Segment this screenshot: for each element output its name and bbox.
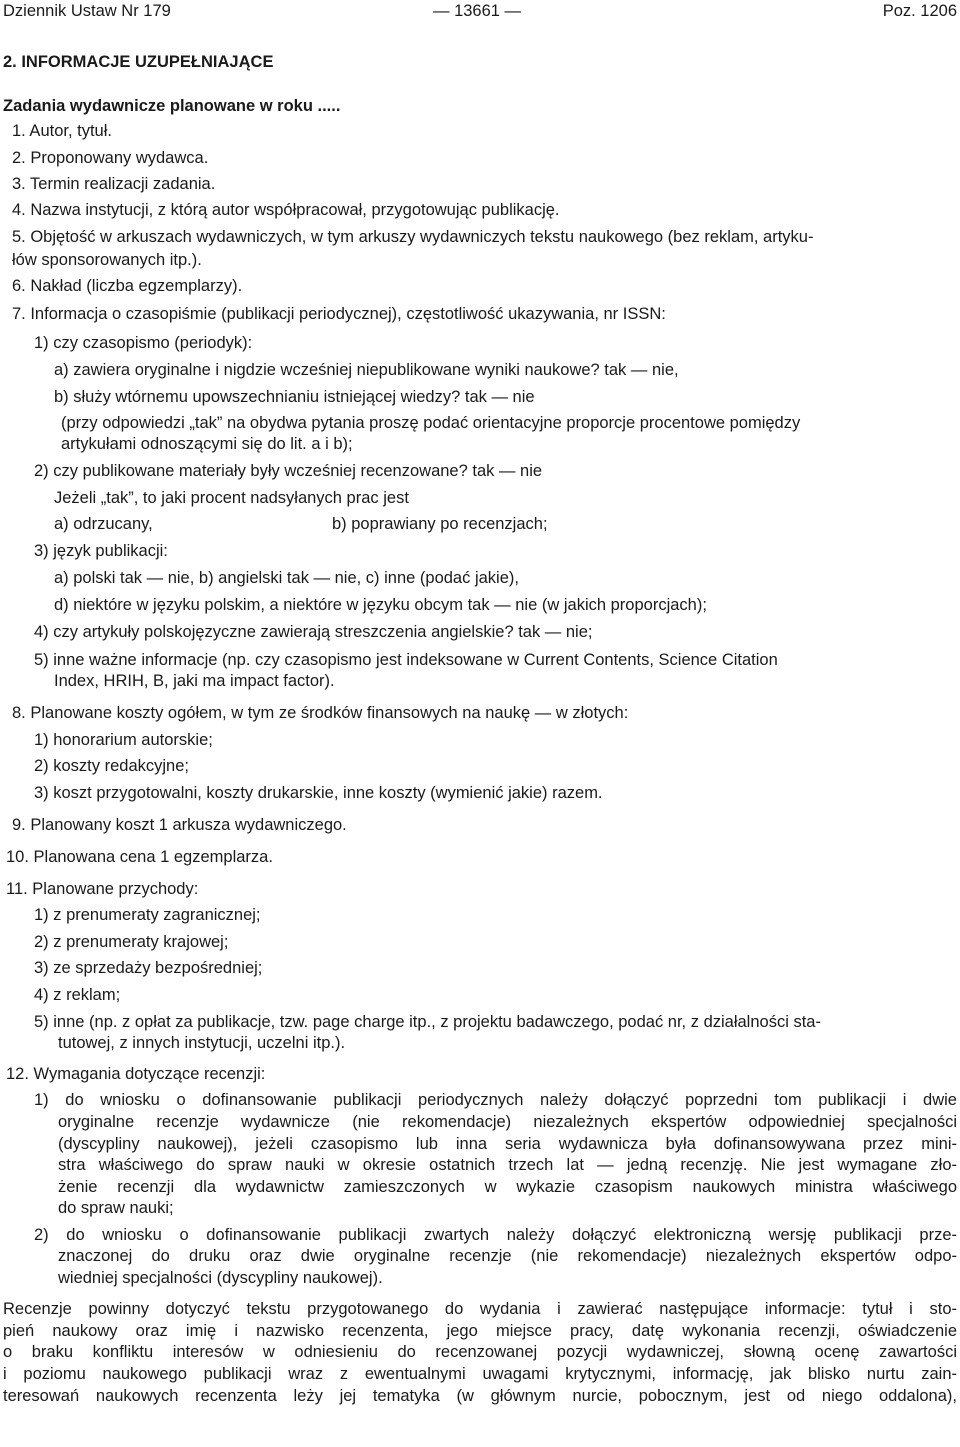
list-item: a) zawiera oryginalne i nigdzie wcześniej niepublikowane wyniki naukowe? tak — nie, xyxy=(54,361,679,379)
list-item: 7. Informacja o czasopiśmie (publikacji periodycznej), częstotliwość ukazywania, nr ISSN: xyxy=(12,305,666,323)
page-number: — 13661 — xyxy=(433,2,522,20)
list-item: 3) język publikacji: xyxy=(34,542,168,560)
position-number: Poz. 1206 xyxy=(882,2,957,20)
list-item: łów sponsorowanych itp.). xyxy=(12,251,202,269)
list-item: d) niektóre w języku polskim, a niektóre w języku obcym tak — nie (w jakich proporcjach); xyxy=(54,596,707,614)
paragraph-line: o braku konfliktu interesów w odniesieniu do recenzowanej pozycji wydawniczej, słowną ocenę zawartości xyxy=(3,1343,957,1361)
list-item: Index, HRIH, B, jaki ma impact factor). xyxy=(54,672,335,690)
list-item: 1) honorarium autorskie; xyxy=(34,731,213,749)
list-item: a) polski tak — nie, b) angielski tak — nie, c) inne (podać jakie), xyxy=(54,569,519,587)
list-item: a) odrzucany, xyxy=(54,515,153,533)
list-item: 4) z reklam; xyxy=(34,986,121,1004)
paragraph-line: i poziomu naukowego publikacji wraz z ewentualnymi uwagami krytycznymi, informację, jak blisko nurtu zain- xyxy=(3,1365,957,1383)
paragraph-line: Recenzje powinny dotyczyć tekstu przygotowanego do wydania i zawierać następujące informacje: tytuł i sto- xyxy=(3,1300,957,1318)
paragraph-line: pień naukowy oraz imię i nazwisko recenzenta, jego miejsce pracy, datę wykonania recenzji, oświadczenie xyxy=(3,1322,957,1340)
list-item: 6. Nakład (liczba egzemplarzy). xyxy=(12,277,243,295)
list-item: 8. Planowane koszty ogółem, w tym ze środków finansowych na naukę — w złotych: xyxy=(12,704,629,722)
list-item: 10. Planowana cena 1 egzemplarza. xyxy=(6,848,273,866)
paragraph-line: znaczonej do druku oraz dwie oryginalne recenzje (nie rekomendacje) niezależnych ekspertów odpo- xyxy=(58,1247,957,1265)
paragraph-line: (dyscypliny naukowej), jeżeli czasopismo lub inna seria wydawnicza była dofinansowywana przez mini- xyxy=(58,1135,957,1153)
list-item: 1. Autor, tytuł. xyxy=(12,122,112,140)
list-item: 12. Wymagania dotyczące recenzji: xyxy=(6,1065,266,1083)
list-item: b) służy wtórnemu upowszechnianiu istniejącej wiedzy? tak — nie xyxy=(54,388,535,406)
list-item: (przy odpowiedzi „tak” na obydwa pytania proszę podać orientacyjne proporcje procentowe pomiędzy xyxy=(61,414,801,432)
page-header xyxy=(3,2,957,26)
list-item: 5) inne (np. z opłat za publikacje, tzw. page charge itp., z projektu badawczego, podać nr, z działalności sta- xyxy=(34,1013,821,1031)
paragraph-line: teresowań naukowych recenzenta leży jej tematyka (w głównym nurcie, pobocznym, jest od niego oddalona), xyxy=(3,1387,957,1405)
list-item: 4) czy artykuły polskojęzyczne zawierają streszczenia angielskie? tak — nie; xyxy=(34,623,593,641)
list-item: 11. Planowane przychody: xyxy=(6,880,199,898)
list-item: 1) z prenumeraty zagranicznej; xyxy=(34,906,261,924)
list-item: 3. Termin realizacji zadania. xyxy=(12,175,216,193)
paragraph-line: żenie recenzji dla wydawnictw zamieszczonych w wykazie czasopism naukowych ministra właściwego xyxy=(58,1178,957,1196)
list-item: b) poprawiany po recenzjach; xyxy=(332,515,548,533)
list-item: 2) z prenumeraty krajowej; xyxy=(34,933,229,951)
list-item: 2. Proponowany wydawca. xyxy=(12,149,209,167)
list-item: artykułami odnoszącymi się do lit. a i b); xyxy=(61,435,353,453)
paragraph-line: do spraw nauki; xyxy=(58,1199,174,1217)
paragraph-line: wiedniej specjalności (dyscypliny naukowej). xyxy=(58,1269,383,1287)
section-subtitle: Zadania wydawnicze planowane w roku ..... xyxy=(3,97,341,115)
paragraph-line: 2) do wniosku o dofinansowanie publikacji zwartych należy dołączyć elektroniczną wersję publikacji prze- xyxy=(34,1226,957,1244)
list-item: 9. Planowany koszt 1 arkusza wydawniczego. xyxy=(12,816,347,834)
list-item: 3) koszt przygotowalni, koszty drukarskie, inne koszty (wymienić jakie) razem. xyxy=(34,784,603,802)
list-item: 3) ze sprzedaży bezpośredniej; xyxy=(34,959,263,977)
list-item: 2) koszty redakcyjne; xyxy=(34,757,189,775)
section-title: 2. INFORMACJE UZUPEŁNIAJĄCE xyxy=(3,53,274,71)
list-item: 1) czy czasopismo (periodyk): xyxy=(34,334,253,352)
list-item: 4. Nazwa instytucji, z którą autor współpracował, przygotowując publikację. xyxy=(12,201,560,219)
journal-title: Dziennik Ustaw Nr 179 xyxy=(3,2,171,20)
paragraph-line: oryginalne recenzje wydawnicze (nie rekomendacje) niezależnych ekspertów odpowiedniej specjalności xyxy=(58,1113,957,1131)
list-item: Jeżeli „tak”, to jaki procent nadsyłanych prac jest xyxy=(54,489,409,507)
paragraph-line: 1) do wniosku o dofinansowanie publikacji periodycznych należy dołączyć poprzedni tom publikacji i dwie xyxy=(34,1091,957,1109)
list-item: 2) czy publikowane materiały były wcześniej recenzowane? tak — nie xyxy=(34,462,543,480)
list-item: tutowej, z innych instytucji, uczelni itp.). xyxy=(58,1034,346,1052)
list-item: 5) inne ważne informacje (np. czy czasopismo jest indeksowane w Current Contents, Science Citation xyxy=(34,651,778,669)
paragraph-line: stra właściwego do spraw nauki w okresie ostatnich trzech lat — jedną recenzję. Nie jest wymagane zło- xyxy=(58,1156,957,1174)
list-item: 5. Objętość w arkuszach wydawniczych, w tym arkuszy wydawniczych tekstu naukowego (bez reklam, artyku- xyxy=(12,228,814,246)
